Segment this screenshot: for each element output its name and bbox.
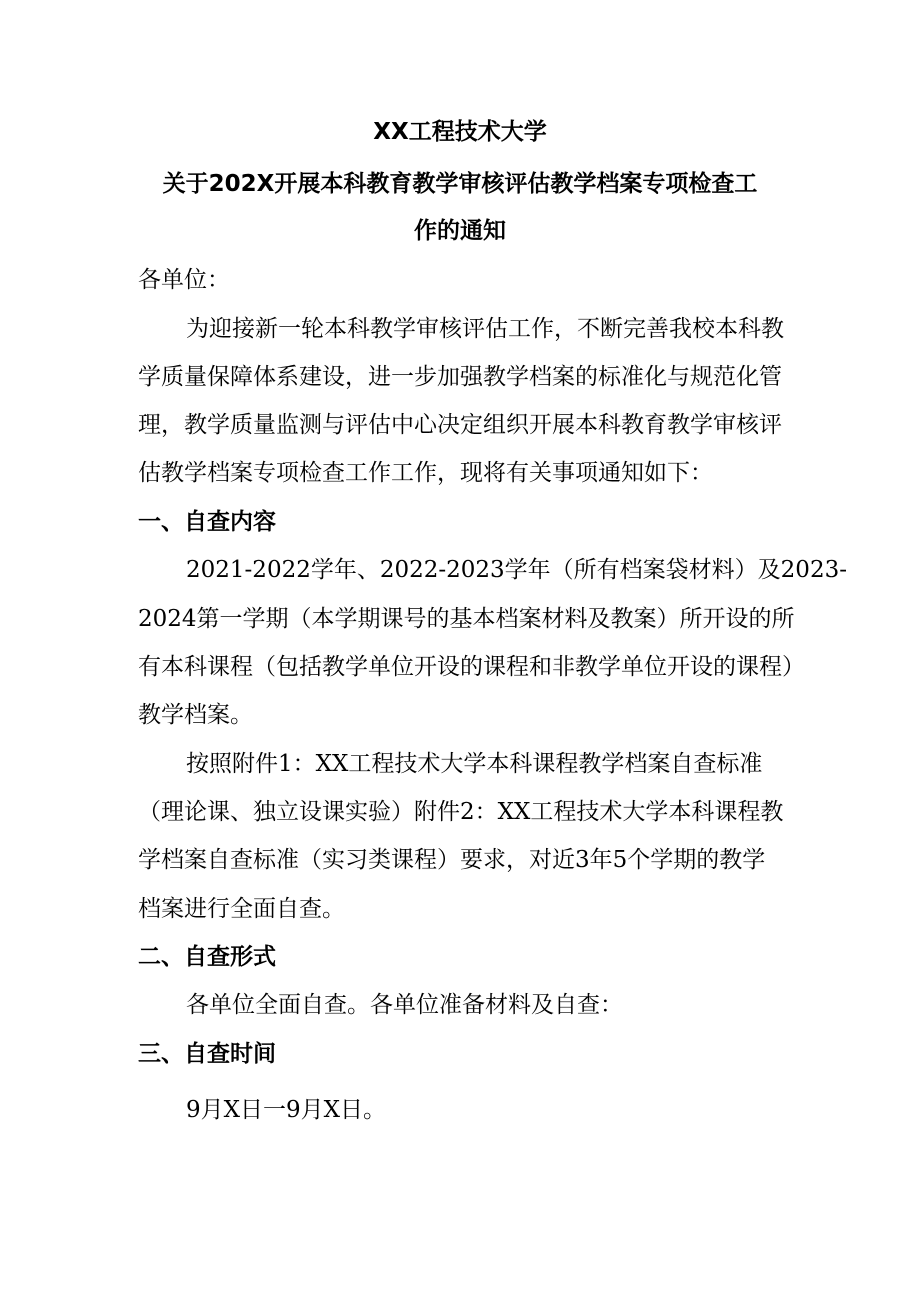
section1-para1-line-2: 2024第一学期（本学期课号的基本档案材料及教案）所开设的所 [138, 606, 795, 632]
section1-para2-line-2: （理论课、独立设课实验）附件2：XX工程技术大学本科课程教 [138, 799, 784, 825]
section1-para2-line-4: 档案进行全面自查。 [138, 896, 345, 922]
section-heading-time: 三、自查时间 [138, 1041, 276, 1067]
intro-line-1: 为迎接新一轮本科教学审核评估工作，不断完善我校本科教 [186, 316, 784, 342]
intro-line-3: 理，教学质量监测与评估中心决定组织开展本科教育教学审核评 [138, 412, 782, 438]
section1-para1-line-4: 教学档案。 [138, 702, 253, 728]
title-line-3: 作的通知 [414, 218, 506, 244]
section2-para: 各单位全面自查。各单位准备材料及自查： [186, 992, 623, 1018]
section1-para1-line-1: 2021-2022学年、2022-2023学年（所有档案袋材料）及2023- [186, 557, 847, 583]
section1-para1-line-3: 有本科课程（包括教学单位开设的课程和非教学单位开设的课程） [138, 654, 805, 680]
section1-para2-line-3: 学档案自查标准（实习类课程）要求，对近3年5个学期的教学 [138, 847, 766, 873]
intro-line-2: 学质量保障体系建设，进一步加强教学档案的标准化与规范化管 [138, 364, 782, 390]
salutation: 各单位： [138, 267, 230, 293]
section-heading-content: 一、自查内容 [138, 509, 276, 535]
intro-line-4: 估教学档案专项检查工作工作，现将有关事项通知如下： [138, 460, 713, 486]
section3-para: 9月X日一9月X日。 [186, 1097, 387, 1123]
section1-para2-line-1: 按照附件1：XX工程技术大学本科课程教学档案自查标准 [186, 751, 763, 777]
title-line-1: XX工程技术大学 [373, 119, 547, 145]
section-heading-form: 二、自查形式 [138, 944, 276, 970]
title-line-2: 关于202X开展本科教育教学审核评估教学档案专项检查工 [162, 171, 758, 197]
